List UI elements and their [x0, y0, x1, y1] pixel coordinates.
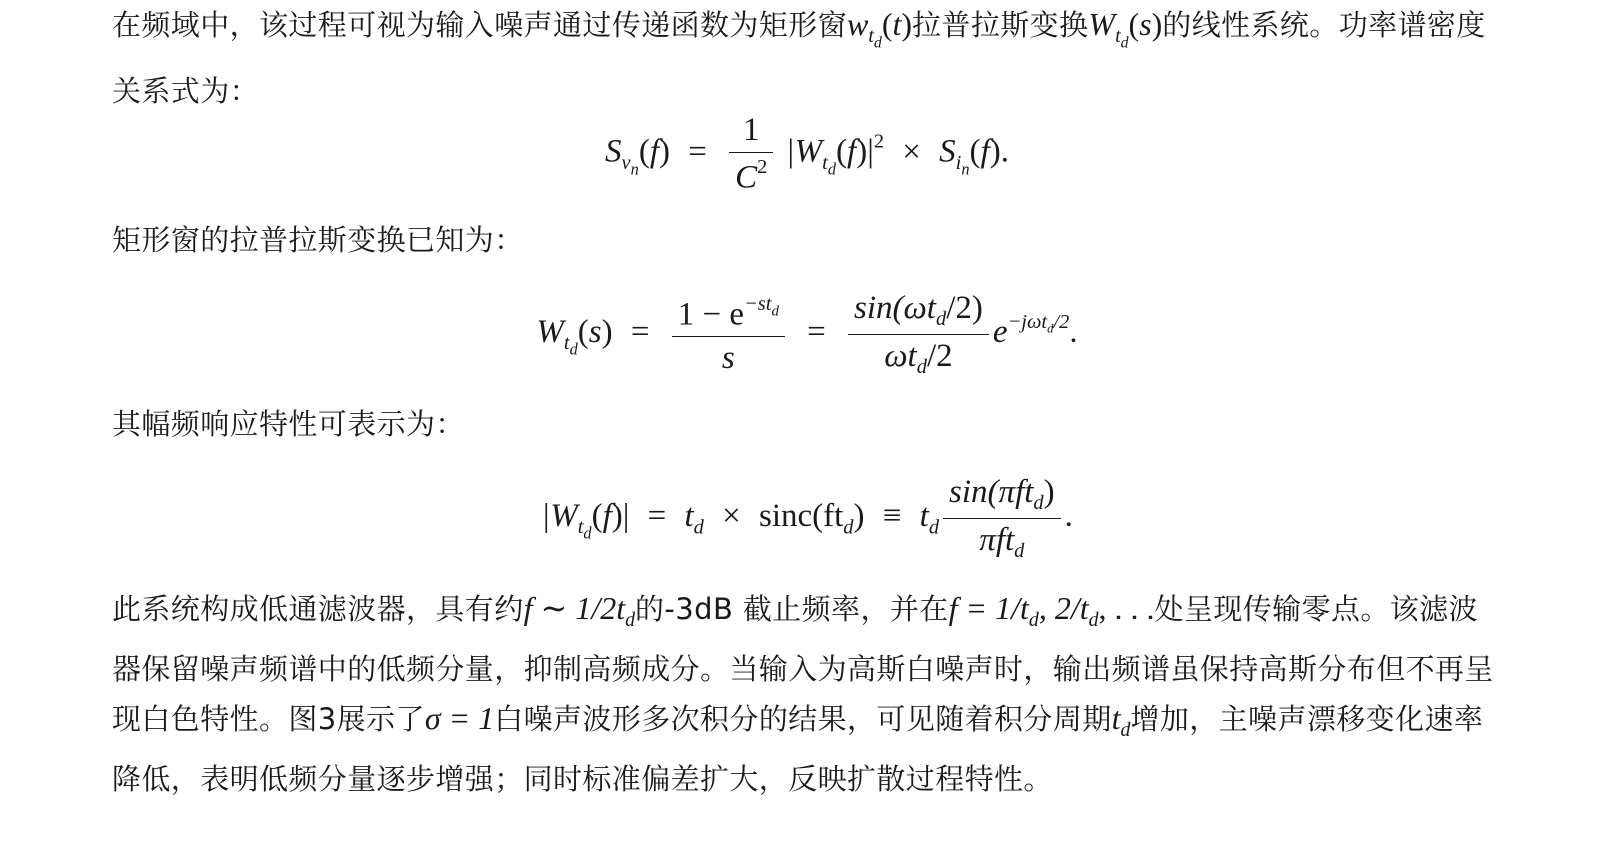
paragraph-2 [112, 216, 1507, 265]
p1-text-b: 拉普拉斯变换 [912, 8, 1089, 42]
p4-text-e: 增加，主噪声漂移变化速率降低，表明低频分量逐步增强；同时标准偏差扩大，反映扩散过程特性。 [112, 701, 1484, 796]
inline-math-zeros: $f = 1/t_d$, $2/t_d$, . . . [948, 590, 1155, 631]
paragraph-3 [112, 400, 1507, 449]
p4-text-c: 处呈现传输零点。该滤波器保留噪声频谱中的低频分量，抑制高频成分。当输入为高斯白噪声时，输出频谱虽保持高斯分布但不再呈现白色特性。图3展示了 [112, 592, 1494, 736]
p2-text: 矩形窗的拉普拉斯变换已知为： [112, 223, 524, 257]
p1-text-a: 在频域中，该过程可视为输入噪声通过传递函数为矩形窗 [112, 8, 848, 42]
fraction-1-over-c2: $\frac{1}{C^2}$ [729, 112, 773, 196]
p4-text-b: 的-3dB 截止频率，并在 [635, 592, 949, 626]
inline-math-cutoff: f ∼ $1/2t_d$ [523, 590, 636, 631]
paragraph-1 [112, 0, 1507, 116]
inline-math-sigma: σ = 1 [424, 699, 495, 736]
p4-text-d: 白噪声波形多次积分的结果，可见随着积分周期 [494, 701, 1112, 736]
fraction-laplace-1: $\frac{1 - e^{-std}}{s}$ [672, 293, 785, 377]
inline-math-W-td-s: $W_{t_d}(s)$ [1088, 6, 1163, 52]
paragraph-4 [112, 584, 1507, 804]
equation-magnitude: $|W_{t_d}(f)| = t_d \times \sin c(ft_d) \equiv t_d$ $\frac{\sin(\pi ft_d)}{\pi ft_d}$ . [541, 474, 1073, 563]
equation-laplace: $W_{t_d}(s)$ = $\frac{1 - e^{-std}}{s}$ = $\frac{\sin(\omega t_d/2)}{\omega t_d/2}$ $e^{-j\omega t_d/2}$. [536, 290, 1078, 379]
inline-math-w-td: $w_{t_d}(t)$ [847, 6, 913, 52]
fraction-sinc: $\frac{\sin(\pi ft_d)}{\pi ft_d}$ [943, 474, 1061, 563]
equation-psd: $S_{v_n}(f)$ = $\frac{1}{C^2}$ $|W_{t_d}(f)|^2 \times S_{i_n}(f)$. [605, 112, 1009, 196]
p3-text: 其幅频响应特性可表示为： [112, 407, 465, 441]
p1-text-c: 的线性系统。功率谱密度关系式为： [112, 8, 1486, 109]
fraction-laplace-2: $\frac{\sin(\omega t_d/2)}{\omega t_d/2}$ [848, 290, 989, 379]
p4-text-a: 此系统构成低通滤波器，具有约 [112, 592, 524, 626]
inline-math-td: $t_d$ [1111, 699, 1131, 741]
